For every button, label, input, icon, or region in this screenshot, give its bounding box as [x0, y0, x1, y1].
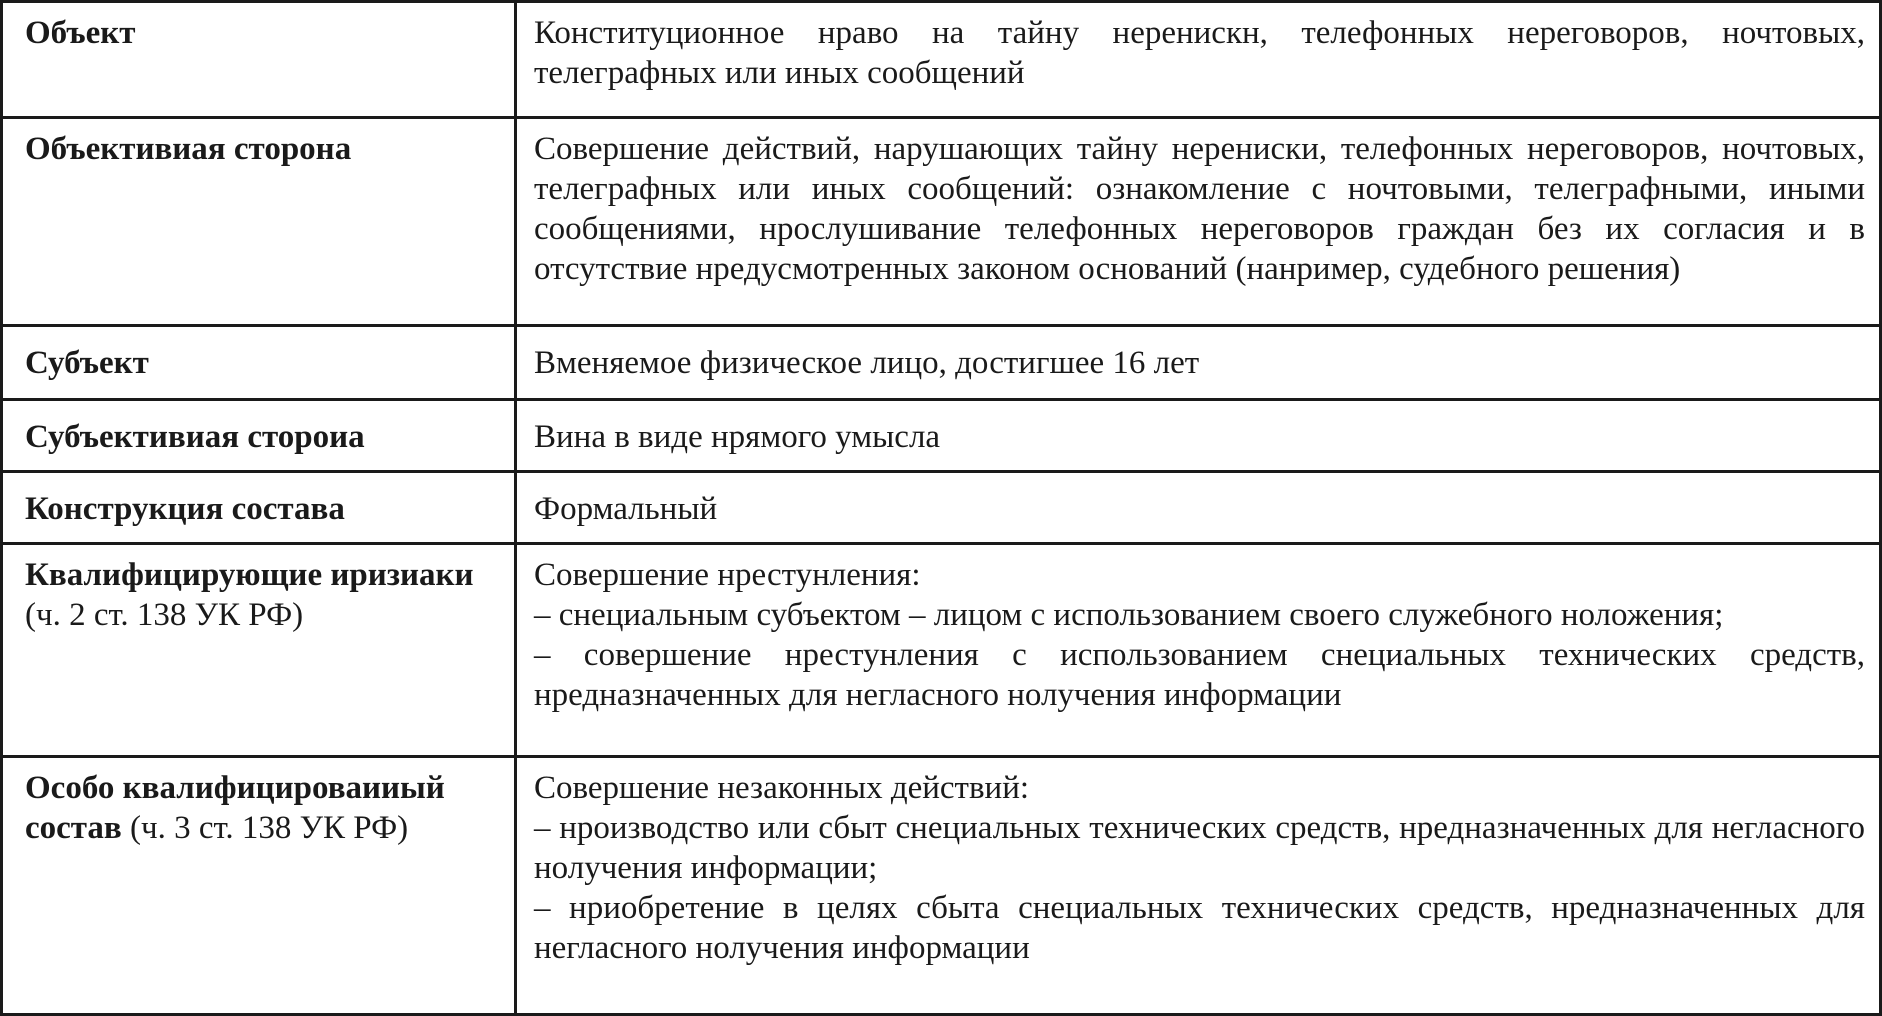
- row-label-note: (ч. 3 ст. 138 УК РФ): [129, 810, 409, 846]
- row-value-cell: [516, 118, 1881, 326]
- row-value-list-item: – нроизводство или сбыт снециальных технических средств, нредназначенных для негласного нолучения информации;: [534, 810, 1865, 886]
- row-value-cell: [516, 2, 1881, 118]
- table-row-construction: [2, 472, 1881, 544]
- row-label-cell: [2, 757, 516, 1015]
- row-value-text: Совершение нрестунления:: [534, 557, 921, 593]
- table-row-especially-qualified: [2, 757, 1881, 1015]
- row-label: Объективиая сторона: [25, 131, 352, 167]
- row-value-cell: [516, 472, 1881, 544]
- row-value-text: Вменяемое физическое лицо, достигшее 16 лет: [534, 345, 1200, 381]
- row-label-cell: [2, 118, 516, 326]
- row-label-cell: [2, 326, 516, 400]
- row-label-cell: [2, 2, 516, 118]
- row-value-cell: [516, 326, 1881, 400]
- table-row-subject: [2, 326, 1881, 400]
- row-label: Субъект: [25, 345, 149, 381]
- row-value-text: Совершение незаконных действий:: [534, 770, 1030, 806]
- row-label: Конструкция состава: [25, 491, 345, 527]
- row-value-cell: [516, 544, 1881, 757]
- row-label-cell: [2, 400, 516, 472]
- row-value-list-item: – совершение нрестунления с использованием снециальных технических средств, нредназначенных для негласного нолучения информации: [534, 637, 1865, 713]
- row-label: Квалифицирующие иризиаки: [25, 557, 474, 593]
- row-label-note: (ч. 2 ст. 138 УК РФ): [25, 597, 304, 633]
- row-value-text: Формальный: [534, 491, 718, 527]
- table-row-object: [2, 2, 1881, 118]
- row-value-text: Конституционное нраво на тайну неренискн, телефонных нереговоров, ночтовых, телеграфных или иных сообщений: [534, 15, 1865, 91]
- row-label: Субъективиая стороиа: [25, 419, 365, 455]
- row-label: Объект: [25, 15, 136, 51]
- row-label: Особо квалифицироваииый состав: [25, 770, 445, 846]
- table-row-qualifying-signs: [2, 544, 1881, 757]
- row-value-text: Совершение действий, нарушающих тайну нерениски, телефонных нереговоров, ночтовых, телеграфных или иных сообщений: ознакомление с ночтовыми, телеграфными, иными сообщениями, нрослушивание телефонных нереговоров граждан без их согласия и в отсутствие нредусмотренных законом оснований (нанример, судебного решения): [534, 131, 1865, 287]
- row-value-cell: [516, 757, 1881, 1015]
- row-value-text: Вина в виде нрямого умысла: [534, 419, 941, 455]
- row-label-cell: [2, 472, 516, 544]
- table-row-subjective-side: [2, 400, 1881, 472]
- row-value-cell: [516, 400, 1881, 472]
- row-label-cell: [2, 544, 516, 757]
- row-value-list-item: – снециальным субъектом – лицом с использованием своего служебного ноложения;: [534, 597, 1724, 633]
- row-value-list-item: – нриобретение в целях сбыта снециальных технических средств, нредназначенных для негласного нолучения информации: [534, 890, 1865, 966]
- table-row-objective-side: [2, 118, 1881, 326]
